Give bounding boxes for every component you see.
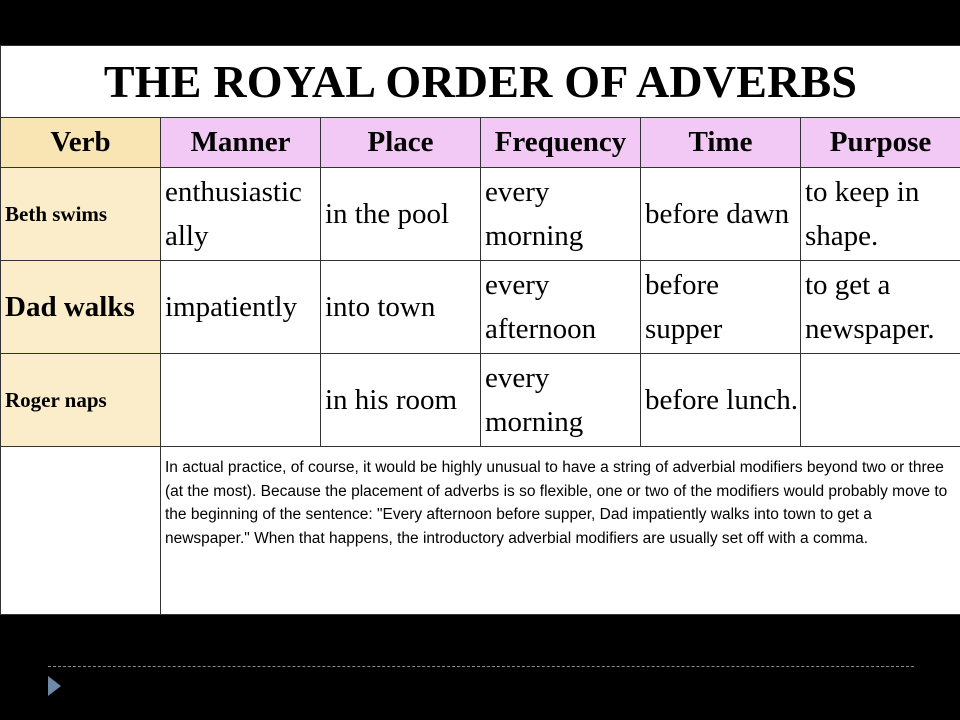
time-cell: before lunch. (641, 354, 801, 447)
header-place: Place (321, 118, 481, 168)
header-frequency: Frequency (481, 118, 641, 168)
header-row (1, 118, 960, 168)
manner-cell: enthusiastic ally (161, 168, 321, 261)
manner-cell (161, 354, 321, 447)
purpose-cell (801, 354, 960, 447)
verb-cell: Dad walks (1, 261, 161, 354)
purpose-cell: to get a newspaper. (801, 261, 960, 354)
table-row (1, 354, 960, 447)
time-cell: before supper (641, 261, 801, 354)
frequency-cell: every morning (481, 354, 641, 447)
verb-cell: Beth swims (1, 168, 161, 261)
time-cell: before dawn (641, 168, 801, 261)
header-purpose: Purpose (801, 118, 960, 168)
table-row (1, 168, 960, 261)
purpose-cell: to keep in shape. (801, 168, 960, 261)
header-time: Time (641, 118, 801, 168)
frequency-cell: every morning (481, 168, 641, 261)
table-row (1, 261, 960, 354)
place-cell: in his room (321, 354, 481, 447)
header-manner: Manner (161, 118, 321, 168)
note-blank-cell (1, 447, 161, 615)
title-row (1, 46, 960, 118)
place-cell: into town (321, 261, 481, 354)
note-row (1, 447, 960, 615)
explanatory-note: In actual practice, of course, it would be highly unusual to have a string of adverbial modifiers beyond two or three (at the most). Because the placement of adverbs is so flexible, one or two of the modifiers would probably move to the beginning of the sentence: "Every afternoon before supper, Dad impatiently walks into town to get a newspaper." When that happens, the introductory adverbial modifiers are usually set off with a comma. (161, 447, 960, 615)
footer-divider (48, 666, 914, 667)
header-verb: Verb (1, 118, 161, 168)
table-title: THE ROYAL ORDER OF ADVERBS (1, 46, 960, 118)
place-cell: in the pool (321, 168, 481, 261)
play-arrow-icon[interactable] (48, 676, 61, 696)
manner-cell: impatiently (161, 261, 321, 354)
verb-cell: Roger naps (1, 354, 161, 447)
frequency-cell: every afternoon (481, 261, 641, 354)
royal-order-table (0, 45, 960, 615)
